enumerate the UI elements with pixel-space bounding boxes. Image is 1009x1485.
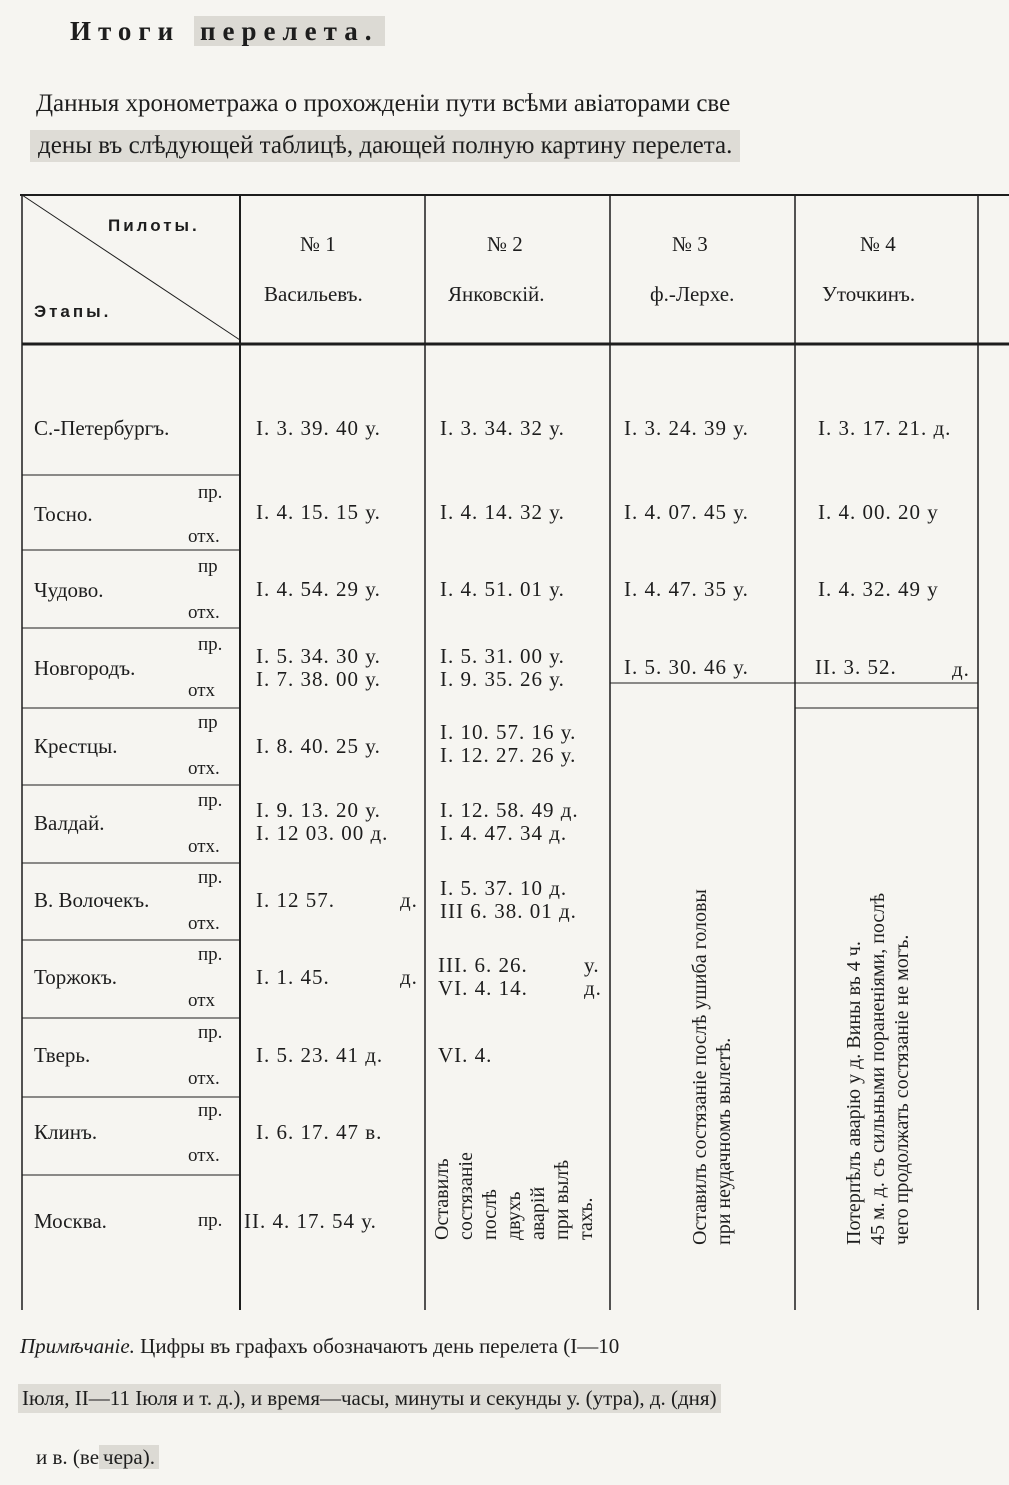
cell-klin-1: I. 6. 17. 47 в.: [256, 1120, 383, 1144]
tag-arr: пр.: [198, 867, 223, 888]
tag-arr: пр.: [198, 1210, 223, 1231]
cell-krestsy-2b: I. 12. 27. 26 у.: [440, 743, 577, 767]
cell-valdai-1a: I. 9. 13. 20 у.: [256, 798, 381, 822]
city-moscow: Москва.: [34, 1209, 107, 1233]
cell-spb-2: I. 3. 34. 32 у.: [440, 416, 565, 440]
cell-spb-1: I. 3. 39. 40 у.: [256, 416, 381, 440]
title-part1: Итоги: [70, 16, 181, 46]
tag-arr: пр.: [198, 1022, 223, 1043]
city-volochek: В. Волочекъ.: [34, 888, 150, 912]
cell-chudovo-2: I. 4. 51. 01 у.: [440, 577, 565, 601]
cell-krestsy-2a: I. 10. 57. 16 у.: [440, 720, 577, 744]
city-chudovo: Чудово.: [34, 578, 104, 602]
tag-dep: отх.: [188, 1145, 220, 1166]
tag-arr: пр.: [198, 482, 223, 503]
cell-torzhok-1-suffix: д.: [400, 965, 418, 989]
cell-volochek-2a: I. 5. 37. 10 д.: [440, 876, 568, 900]
cell-novgorod-2a: I. 5. 31. 00 у.: [440, 644, 565, 668]
cell-krestsy-1: I. 8. 40. 25 у.: [256, 734, 381, 758]
tag-dep: отх.: [188, 1068, 220, 1089]
cell-novgorod-4-suffix: д.: [952, 657, 970, 681]
tag-dep: отх: [188, 680, 216, 701]
cell-torzhok-2a: III. 6. 26.: [438, 953, 528, 977]
note-line-1: [20, 1334, 619, 1359]
col2-name: Янковскій.: [448, 282, 545, 306]
cell-novgorod-1a: I. 5. 34. 30 у.: [256, 644, 381, 668]
cell-valdai-2b: I. 4. 47. 34 д.: [440, 821, 568, 845]
cell-chudovo-3: I. 4. 47. 35 у.: [624, 577, 749, 601]
tag-dep: отх.: [188, 602, 220, 623]
header-stages: Этапы.: [34, 302, 112, 321]
col4-name: Уточкинъ.: [822, 282, 916, 306]
note-text-1: Цифры въ графахъ обозначаютъ день перелета (I—10: [140, 1334, 620, 1358]
note-line-3: и в. (ве чера).: [36, 1445, 159, 1470]
city-klin: Клинъ.: [34, 1120, 98, 1144]
tag-arr: пр.: [198, 790, 223, 811]
intro-line-2: дены въ слѣдующей таблицѣ, дающей полную картину перелета.: [30, 130, 740, 162]
cell-volochek-2b: III 6. 38. 01 д.: [440, 899, 577, 923]
cell-torzhok-1: I. 1. 45.: [256, 965, 330, 989]
tag-dep: отх: [188, 990, 216, 1011]
tag-dep: отх.: [188, 758, 220, 779]
cell-chudovo-1: I. 4. 54. 29 у.: [256, 577, 381, 601]
cell-tver-2: VI. 4.: [438, 1043, 493, 1067]
col4-number: № 4: [860, 232, 896, 256]
cell-torzhok-2b: VI. 4. 14.: [438, 976, 528, 1000]
city-tver: Тверь.: [34, 1043, 91, 1067]
city-spb: С.-Петербургъ.: [34, 416, 170, 440]
tag-dep: отх.: [188, 913, 220, 934]
city-valdai: Валдай.: [34, 811, 105, 835]
cell-valdai-1b: I. 12 03. 00 д.: [256, 821, 389, 845]
cell-tosno-2: I. 4. 14. 32 у.: [440, 500, 565, 524]
cell-volochek-1-suffix: д.: [400, 888, 418, 912]
city-torzhok: Торжокъ.: [34, 965, 118, 989]
cell-novgorod-2b: I. 9. 35. 26 у.: [440, 667, 565, 691]
remark-pilot-4: Потерпѣлъ аварію у д. Вины въ 4 ч. 45 м. д. съ сильными пораненіями, послѣ чего продолжать состязаніе не могъ.: [843, 892, 913, 1245]
cell-chudovo-4: I. 4. 32. 49 у: [818, 577, 939, 601]
cell-spb-3: I. 3. 24. 39 у.: [624, 416, 749, 440]
remark-pilot-2: Оставилъ состязаніе послѣ двухъ аварій при вылѣ тахъ.: [431, 1152, 597, 1240]
tag-arr: пр.: [198, 1100, 223, 1121]
cell-tosno-1: I. 4. 15. 15 у.: [256, 500, 381, 524]
tag-arr: пр.: [198, 944, 223, 965]
city-novgorod: Новгородъ.: [34, 656, 136, 680]
cell-novgorod-3: I. 5. 30. 46 у.: [624, 655, 749, 679]
cell-novgorod-4: II. 3. 52.: [815, 655, 897, 679]
cell-novgorod-1b: I. 7. 38. 00 у.: [256, 667, 381, 691]
intro-line-1: Данныя хронометража о прохожденіи пути всѣми авіаторами све: [36, 90, 731, 117]
tag-arr: пр: [198, 556, 218, 577]
tag-dep: отх.: [188, 836, 220, 857]
city-tosno: Тосно.: [34, 502, 93, 526]
remark-pilot-3: Оставилъ состязаніе послѣ ушиба головы при неудачномъ вылетѣ.: [689, 889, 735, 1245]
tag-dep: отх.: [188, 526, 220, 547]
note-label: Примѣчаніе.: [20, 1334, 135, 1358]
col3-name: ф.-Лерхе.: [650, 282, 735, 306]
cell-tosno-4: I. 4. 00. 20 у: [818, 500, 939, 524]
header-pilots: Пилоты.: [108, 216, 200, 235]
cell-moscow-1: II. 4. 17. 54 у.: [244, 1209, 377, 1233]
title-part2: перелета.: [194, 16, 385, 46]
cell-valdai-2a: I. 12. 58. 49 д.: [440, 798, 579, 822]
col3-number: № 3: [672, 232, 708, 256]
cell-volochek-1: I. 12 57.: [256, 888, 335, 912]
col1-name: Васильевъ.: [264, 282, 363, 306]
cell-tver-1: I. 5. 23. 41 д.: [256, 1043, 384, 1067]
col1-number: № 1: [300, 232, 336, 256]
tag-arr: пр: [198, 712, 218, 733]
note-line-2: Іюля, II—11 Іюля и т. д.), и время—часы, минуты и секунды у. (утра), д. (дня): [18, 1384, 721, 1413]
cell-spb-4: I. 3. 17. 21. д.: [818, 416, 952, 440]
tag-arr: пр.: [198, 634, 223, 655]
cell-torzhok-2a-suffix: у.: [584, 953, 600, 977]
cell-tosno-3: I. 4. 07. 45 у.: [624, 500, 749, 524]
cell-torzhok-2b-suffix: д.: [584, 976, 602, 1000]
col2-number: № 2: [487, 232, 523, 256]
city-krestsy: Крестцы.: [34, 734, 118, 758]
